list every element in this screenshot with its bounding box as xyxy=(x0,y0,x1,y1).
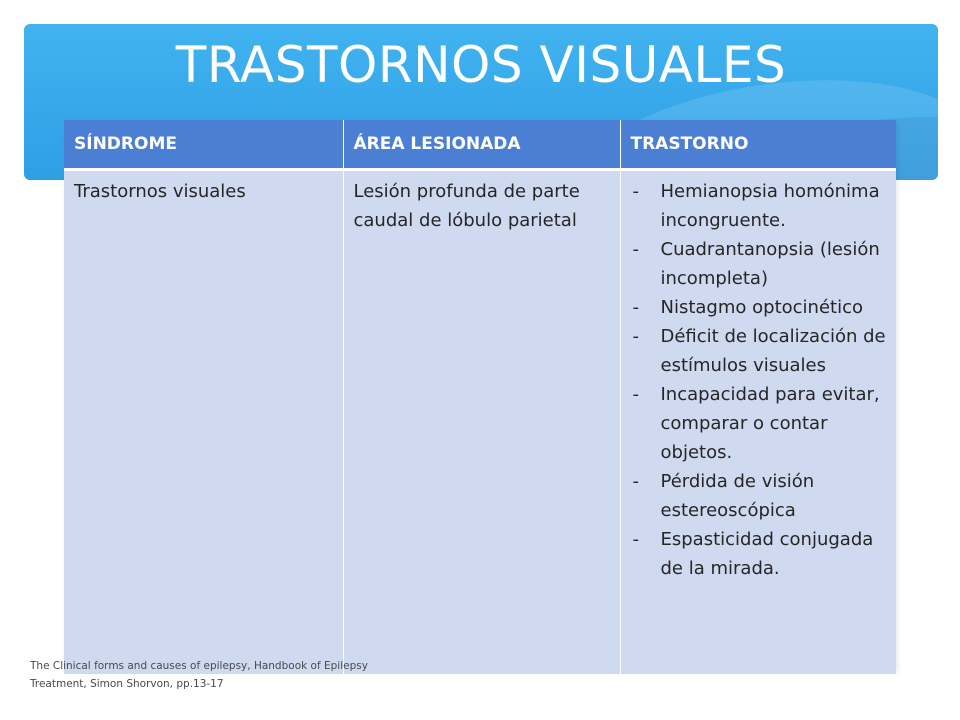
list-item-text: Cuadrantanopsia (lesión incompleta) xyxy=(660,239,880,289)
table-row xyxy=(64,170,896,675)
list-item-text: Pérdida de visión estereoscópica xyxy=(660,471,815,521)
cell-disorders xyxy=(620,170,896,675)
slide-title: TRASTORNOS VISUALES xyxy=(175,36,787,94)
citation-line-1: The Clinical forms and causes of epilepsy, Handbook of Epilepsy xyxy=(30,660,368,672)
header-disorder: TRASTORNO xyxy=(620,120,896,170)
header-syndrome: SÍNDROME xyxy=(64,120,343,170)
list-item-text: Incapacidad para evitar, comparar o contar objetos. xyxy=(660,384,880,463)
disorders-table xyxy=(64,120,896,674)
cell-area: Lesión profunda de parte caudal de lóbulo parietal xyxy=(343,170,620,675)
list-item: - Hemianopsia homónima incongruente. xyxy=(632,181,880,231)
disorder-list xyxy=(631,177,887,583)
citation xyxy=(30,657,430,693)
cell-syndrome: Trastornos visuales xyxy=(64,170,343,675)
list-item-text: Nistagmo optocinético xyxy=(660,297,863,318)
list-item: - Pérdida de visión estereoscópica xyxy=(632,471,815,521)
list-item: - Espasticidad conjugada de la mirada. xyxy=(632,529,874,579)
citation-line-2: Treatment, Simon Shorvon, pp.13-17 xyxy=(30,678,224,690)
list-item: - Incapacidad para evitar, comparar o contar objetos. xyxy=(632,384,880,463)
list-item: - Cuadrantanopsia (lesión incompleta) xyxy=(632,239,880,289)
header-area: ÁREA LESIONADA xyxy=(343,120,620,170)
list-item: - Déficit de localización de estímulos visuales xyxy=(632,326,886,376)
table-header-row xyxy=(64,120,896,170)
list-item-text: Hemianopsia homónima incongruente. xyxy=(660,181,880,231)
list-item-text: Déficit de localización de estímulos visuales xyxy=(660,326,886,376)
list-item-text: Espasticidad conjugada de la mirada. xyxy=(660,529,874,579)
list-item: - Nistagmo optocinético xyxy=(632,297,863,318)
